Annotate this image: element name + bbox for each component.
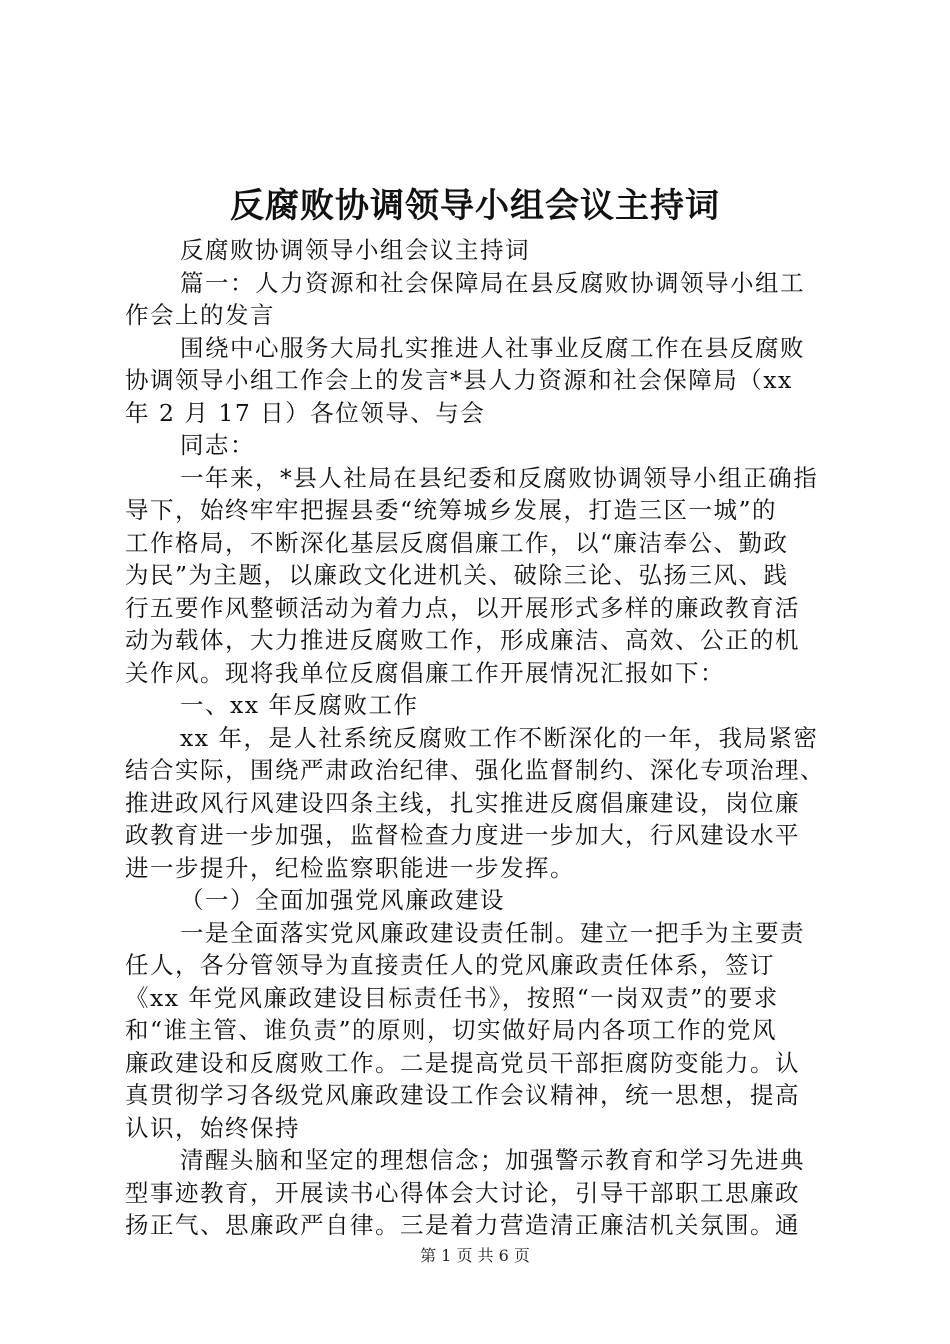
text-line: 一年来，*县人社局在县纪委和反腐败协调领导小组正确指: [180, 463, 819, 492]
text-line: 围绕中心服务大局扎实推进人社事业反腐工作在县反腐败: [180, 333, 805, 362]
document-body: [125, 234, 837, 1242]
text-line: 推进政风行风建设四条主线，扎实推进反腐倡廉建设，岗位廉: [125, 788, 800, 817]
text-line: 型事迹教育，开展读书心得体会大讨论，引导干部职工思廉政: [125, 1178, 800, 1207]
text-line: 作会上的发言: [125, 301, 275, 329]
text-line: 关作风。现将我单位反腐倡廉工作开展情况汇报如下：: [125, 658, 725, 687]
page-footer: 第 1 页 共 6 页: [420, 1246, 530, 1265]
text-line: xx 年，是人社系统反腐败工作不断深化的一年，我局紧密: [180, 723, 819, 752]
text-line: 年 2 月 17 日）各位领导、与会: [125, 398, 486, 427]
text-line: 导下，始终牢牢把握县委“统筹城乡发展，打造三区一城”的: [125, 496, 778, 524]
page-title: 反腐败协调领导小组会议主持词: [230, 186, 720, 226]
text-line: 进一步提升，纪检监察职能进一步发挥。: [125, 853, 575, 882]
text-line: 政教育进一步加强，监督检查力度进一步加大，行风建设水平: [125, 821, 800, 849]
text-line: 动为载体，大力推进反腐败工作，形成廉洁、高效、公正的机: [125, 626, 800, 654]
text-line: （一）全面加强党风廉政建设: [180, 886, 505, 914]
text-line: 真贯彻学习各级党风廉政建设工作会议精神，统一思想，提高: [125, 1081, 800, 1109]
text-line: 廉政建设和反腐败工作。二是提高党员干部拒腐防变能力。认: [125, 1048, 800, 1077]
text-line: 认识，始终保持: [125, 1113, 300, 1142]
text-line: 篇一：人力资源和社会保障局在县反腐败协调领导小组工: [180, 268, 805, 297]
text-line: 为民”为主题，以廉政文化进机关、破除三论、弘扬三风、践: [125, 561, 789, 589]
text-line: 反腐败协调领导小组会议主持词: [180, 236, 530, 264]
text-line: 同志：: [180, 431, 255, 459]
text-line: 扬正气、思廉政严自律。三是着力营造清正廉洁机关氛围。通: [125, 1211, 800, 1239]
text-line: 一是全面落实党风廉政建设责任制。建立一把手为主要责: [180, 918, 805, 947]
text-line: 任人，各分管领导为直接责任人的党风廉政责任体系，签订: [125, 951, 775, 979]
text-line: 结合实际，围绕严肃政治纪律、强化监督制约、深化专项治理、: [125, 756, 825, 784]
text-line: 一、xx 年反腐败工作: [180, 691, 419, 719]
text-line: 工作格局，不断深化基层反腐倡廉工作，以“廉洁奉公、勤政: [125, 528, 789, 557]
text-line: 《xx 年党风廉政建设目标责任书》，按照“一岗双责”的要求: [125, 983, 779, 1012]
text-line: 和“谁主管、谁负责”的原则，切实做好局内各项工作的党风: [125, 1016, 778, 1044]
text-line: 行五要作风整顿活动为着力点，以开展形式多样的廉政教育活: [125, 593, 800, 622]
text-line: 清醒头脑和坚定的理想信念；加强警示教育和学习先进典: [180, 1146, 805, 1174]
text-line: 协调领导小组工作会上的发言*县人力资源和社会保障局（xx: [125, 366, 793, 394]
